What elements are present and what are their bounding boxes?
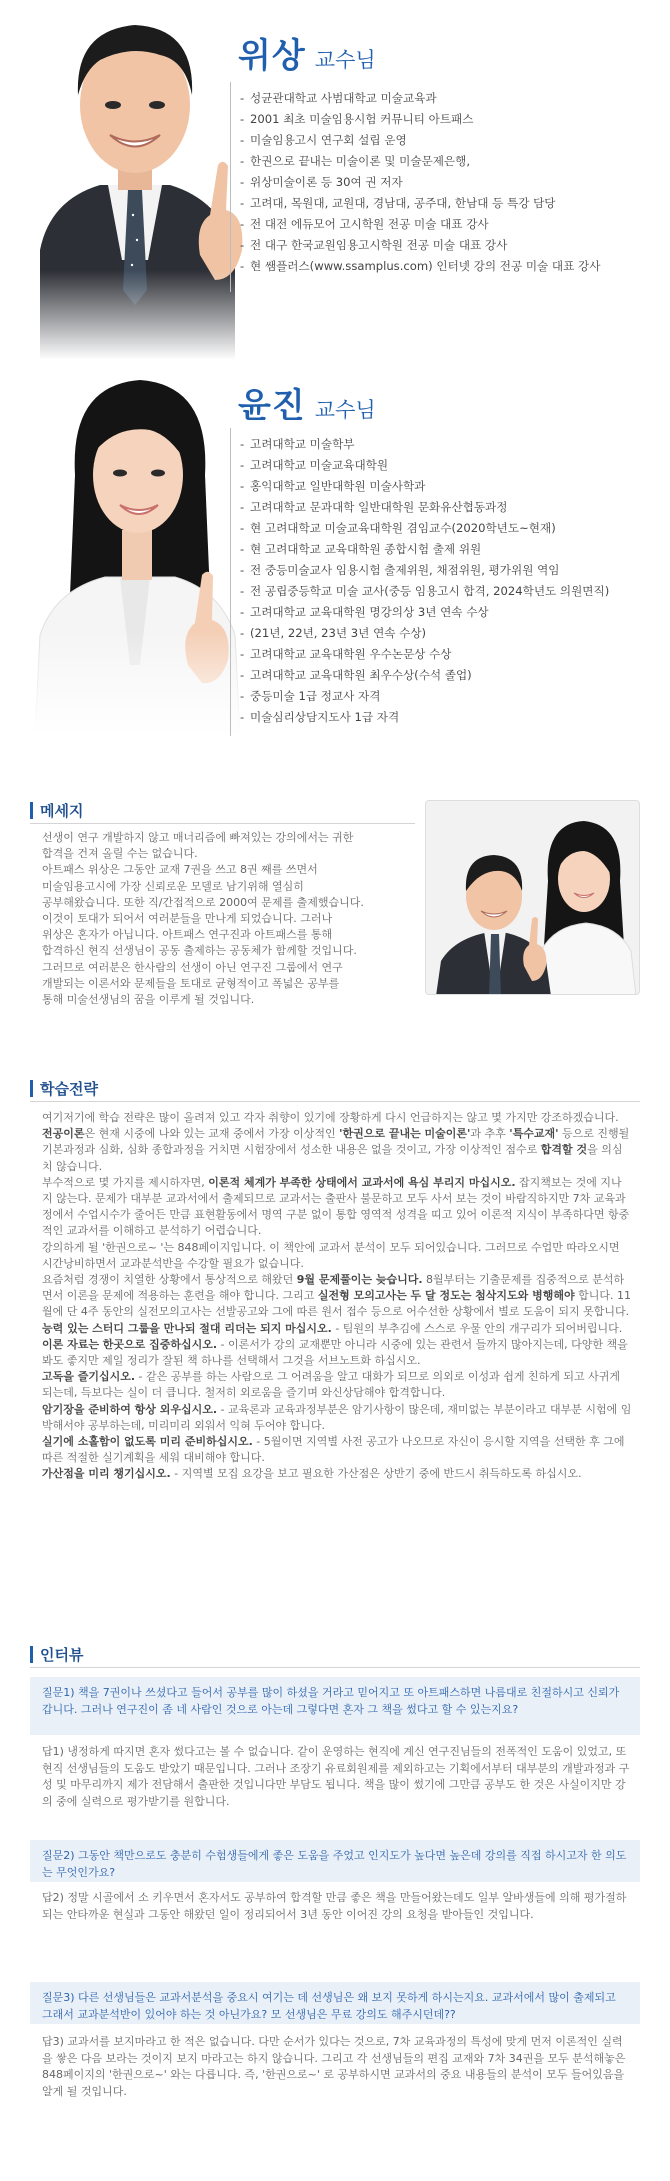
interview-answer-3: 답3) 교과서를 보지마라고 한 적은 없습니다. 다만 순서가 있다는 것으로, 7차 교육과정의 특성에 맞게 먼저 이론적인 실력을 쌓은 다음 보라는 것이지 보지 마라고는 하지 않습니다. 그리고 각 선생님들의 편집 교재와 7차 34권을 모두 분석해놓은 848페이지의 '한권으로~' 와는 다릅니다. 즉, '한권으로~' 로 공부하시면 교과서의 중요 내용들의 분석이 모두 들어있음을 알게 될 것입니다.	[42, 2035, 626, 2098]
professor-yunjin-photo	[20, 365, 250, 735]
strategy-paragraph	[42, 1402, 632, 1434]
dash-bullet: -	[240, 259, 245, 273]
career-text: 미술임용고시 연구회 설립 운영	[250, 133, 407, 147]
career-text: 중등미술 1급 정교사 자격	[250, 689, 381, 703]
career-text: 현 고려대학교 미술교육대학원 겸임교수(2020학년도~현재)	[250, 521, 556, 535]
career-text: 고려대학교 미술교육대학원	[250, 458, 389, 472]
career-text: 고려대학교 교육대학원 우수논문상 수상	[250, 647, 452, 661]
strategy-text: 여기저기에 학습 전략은 많이 올려져 있고 각자 취향이 있기에 장황하게 다시 언급하지는 않고 몇 가지만 강조하겠습니다.	[42, 1111, 619, 1124]
strategy-emphasis: 합격할 것	[540, 1143, 588, 1157]
career-item	[240, 130, 600, 151]
career-text: 홍익대학교 일반대학원 미술사학과	[250, 479, 426, 493]
dash-bullet: -	[240, 626, 245, 640]
dash-bullet: -	[240, 563, 245, 577]
dash-bullet: -	[240, 112, 245, 126]
strategy-body	[42, 1110, 632, 1483]
dash-bullet: -	[240, 542, 245, 556]
strategy-emphasis: '특수교재'	[509, 1127, 559, 1141]
strategy-paragraph	[42, 1434, 632, 1466]
dash-bullet: -	[240, 458, 245, 472]
message-line: 합격을 건져 올릴 수는 없습니다.	[42, 847, 198, 861]
career-text: 전 대구 한국교원임용고시학원 전공 미술 대표 강사	[250, 238, 508, 252]
message-line: 공부해왔습니다. 또한 직/간접적으로 2000여 문제를 출제했습니다.	[42, 895, 364, 909]
career-item	[240, 707, 609, 728]
strategy-paragraph	[42, 1175, 632, 1240]
career-text: 성균관대학교 사범대학교 미술교육과	[250, 91, 437, 105]
section-divider	[30, 823, 415, 824]
dash-bullet: -	[240, 479, 245, 493]
dash-bullet: -	[240, 175, 245, 189]
career-item	[240, 434, 609, 455]
career-item	[240, 665, 609, 686]
career-text: 전 중등미술교사 임용시험 출제위원, 채점위원, 평가위원 역임	[250, 563, 560, 577]
dash-bullet: -	[240, 91, 245, 105]
strategy-emphasis: 이론 자료는 한곳으로 집중하십시오.	[42, 1337, 218, 1351]
strategy-emphasis: 실전형 모의고사는 두 달 정도는 첨삭지도와 병행해야	[317, 1289, 575, 1303]
strategy-text: - 팀원의 부추김에 스스로 우물 안의 개구리가 되어버립니다.	[331, 1321, 623, 1335]
strategy-text: 요즘처럼 경쟁이 치열한 상황에서 통상적으로 해왔던	[42, 1273, 297, 1287]
career-item	[240, 235, 600, 256]
career-text: 현 고려대학교 교육대학원 종합시험 출제 위원	[250, 542, 482, 556]
strategy-text: - 교육론과 교육과정부분은 암기사항이 많은데, 재미없는 부분이라고 대부분 시험에 임박해서야 공부하는데, 미리미리 외워서 익혀 두어야 합니다.	[42, 1402, 632, 1432]
strategy-emphasis: 가산점을 미리 챙기십시오.	[42, 1467, 171, 1481]
strategy-emphasis: 암기장을 준비하여 항상 외우십시오.	[42, 1402, 218, 1416]
interview-question-3: 질문3) 다른 선생님들은 교과서분석을 중요시 여기는 데 선생님은 왜 보지 못하게 하시는지요. 교과서에서 많이 출제되고 그래서 교과분석반이 있어야 하는 것 아닌가요? 모 선생님은 무료 강의도 해주시던데??	[30, 1982, 640, 2024]
strategy-text: 을 의심치 않습니다.	[42, 1143, 623, 1173]
section-divider	[30, 1101, 640, 1102]
career-divider	[230, 82, 231, 292]
dash-bullet: -	[240, 668, 245, 682]
career-text: 고려대학교 교육대학원 명강의상 3년 연속 수상	[250, 605, 489, 619]
strategy-text: - 이론서가 강의 교재뿐만 아니라 시중에 있는 관련서 들까지 많아지는데, 다양한 책을 봐도 좋지만 제일 정리가 잘된 책 하나를 선택해서 그것을 서브노트화 하십시오.	[42, 1337, 628, 1368]
strategy-paragraph	[42, 1321, 632, 1337]
strategy-paragraph	[42, 1110, 632, 1126]
strategy-text: 잡지책보는 것에 지나지 않는다. 문제가 대부분 교과서에서 출제되므로 교과서는 출판사 불문하고 모두 사서 보는 것이 바람직하지만 7차 교육과정에서 수업시수가 줄어든 만큼 표현활동에서 명역 구분 없이 통합 영역적 성격을 띠고 있어 이론적 지식이 부족하다면 항중적인 교과서를 이해하고 분석하기 어렵습니다.	[42, 1175, 630, 1238]
dash-bullet: -	[240, 710, 245, 724]
strategy-text: 부수적으로 몇 가지를 제시하자면,	[42, 1175, 209, 1189]
dash-bullet: -	[240, 584, 245, 598]
message-line: 그러므로 여러분은 한사람의 선생이 아닌 연구진 그룹에서 연구	[42, 960, 343, 974]
strategy-text: 과 추후	[470, 1127, 510, 1141]
strategy-paragraph	[42, 1466, 632, 1482]
dash-bullet: -	[240, 238, 245, 252]
career-text: 2001 최초 미술임용시험 커뮤니티 아트패스	[250, 112, 474, 126]
professor-wisang-photo	[20, 0, 250, 360]
section-divider	[30, 1667, 640, 1668]
strategy-text: - 지역별 모집 요강을 보고 필요한 가산점은 상반기 중에 반드시 취득하도록 하십시오.	[170, 1467, 582, 1481]
strategy-paragraph	[42, 1337, 632, 1369]
strategy-section-header	[30, 1078, 98, 1099]
interview-section-header	[30, 1644, 83, 1665]
strategy-emphasis: 능력 있는 스터디 그룹을 만나되 절대 리더는 되지 마십시오.	[42, 1321, 332, 1335]
career-text: 고려대학교 교육대학원 최우수상(수석 졸업)	[250, 668, 472, 682]
dash-bullet: -	[240, 196, 245, 210]
career-item	[240, 497, 609, 518]
career-item	[240, 88, 600, 109]
section-marker	[30, 1080, 33, 1097]
message-line: 미술임용고시에 가장 신뢰로운 모델로 남기위해 열심히	[42, 879, 304, 893]
career-item	[240, 151, 600, 172]
professor-title: 교수님	[314, 48, 376, 72]
career-divider	[230, 428, 231, 736]
career-text: 미술심리상담지도사 1급 자격	[250, 710, 400, 724]
career-item	[240, 539, 609, 560]
message-line: 이것이 토대가 되어서 여러분들을 만나게 되었습니다. 그러나	[42, 912, 333, 926]
message-line: 통해 미술선생님의 꿈을 이루게 될 것입니다.	[42, 993, 255, 1007]
strategy-emphasis: 이론적 체계가 부족한 상태에서 교과서에 욕심 부리지 마십시오.	[208, 1175, 516, 1189]
strategy-text: 은 현재 시중에 나와 있는 교재 중에서 가장 이상적인	[84, 1127, 340, 1141]
strategy-text: - 5월이면 지역별 사전 공고가 나오므로 자신이 응시할 지역을 선택한 후 그에 따른 적절한 실기계획을 세워 대비해야 합니다.	[42, 1435, 625, 1465]
career-text: 전 공립중등학교 미술 교사(중등 임용고시 합격, 2024학년도 의원면직)	[250, 584, 610, 598]
strategy-emphasis: '한권으로 끝내는 미술이론'	[339, 1127, 471, 1141]
strategy-text: 합니다. 11월에 단 4주 동안의 실전모의고사는 선발공고와 그에 따른 원서 접수 등으로 어수선한 상황에서 별로 도움이 되지 못합니다.	[42, 1289, 631, 1319]
message-body	[42, 830, 422, 1008]
professor-wisang-career-list	[240, 88, 600, 277]
career-text: (21년, 22년, 23년 3년 연속 수상)	[250, 626, 427, 640]
section-marker	[30, 1646, 33, 1663]
career-item	[240, 109, 600, 130]
career-text: 한권으로 끝내는 미술이론 및 미술문제은행,	[250, 154, 471, 168]
interview-answer-1: 답1) 냉정하게 따지면 혼자 썼다고는 볼 수 없습니다. 같이 운영하는 현직에 계신 연구진님들의 전폭적인 도움이 있었고, 또 현직 선생님들의 도움도 받았기 때문입니다. 그러나 조장기 유료회원제를 제외하고는 기획에서부터 대부분의 개발과정과 구성 및 마무리까지 제가 전담해서 출판한 것입니다만 부담도 됩니다. 책을 많이 썼기에 그만큼 공부도 한 것은 사실이지만 강의 중에 실력으로 평가받기를 원합니다.	[42, 1745, 630, 1808]
strategy-text: 강의하게 될 '한권으로~ '는 848페이지입니다. 이 책안에 교과서 분석이 모두 되어있습니다. 그러므로 수업만 따라오시면 시간낭비하면서 교과분석반을 수강할 필요가 없습니다.	[42, 1240, 620, 1270]
strategy-text: 8월부터는 기출문제를 집중적으로 분석하면서 이론을 문제에 적용하는 훈련을 해야 합니다. 그리고	[42, 1273, 625, 1303]
career-item	[240, 644, 609, 665]
interview-question-2: 질문2) 그동안 책만으로도 충분히 수험생들에게 좋은 도움을 주었고 인지도가 높다면 높은데 강의를 직접 하시고자 한 의도는 무엇인가요?	[30, 1840, 640, 1882]
dash-bullet: -	[240, 437, 245, 451]
dash-bullet: -	[240, 689, 245, 703]
career-text: 전 대전 에듀모어 고시학원 전공 미술 대표 강사	[250, 217, 489, 231]
dash-bullet: -	[240, 154, 245, 168]
career-item	[240, 518, 609, 539]
career-text: 고려대학교 미술학부	[250, 437, 355, 451]
interview-question-1: 질문1) 책을 7권이나 쓰셨다고 들어서 공부를 많이 하셨을 거라고 믿어지고 또 아트패스하면 나름대로 친절하시고 신뢰가 갑니다. 그러나 연구진이 좀 네 사람인 것으로 아는데 그렇다면 혼자 그 책을 썼다고 할 수 있는지요?	[30, 1677, 640, 1735]
message-line: 합격하신 현직 선생님이 공동 출제하는 공동체가 함께할 것입니다.	[42, 944, 357, 958]
section-marker	[30, 802, 33, 819]
career-item	[240, 623, 609, 644]
professor-name: 윤진	[238, 386, 306, 426]
section-title: 메세지	[40, 802, 84, 820]
dash-bullet: -	[240, 521, 245, 535]
career-item	[240, 455, 609, 476]
professor-title: 교수님	[314, 398, 376, 422]
message-line: 아트패스 위상은 그동안 교재 7권을 쓰고 8권 째를 쓰면서	[42, 863, 318, 877]
message-section-header	[30, 800, 83, 821]
message-line: 개발되는 이론서와 문제들을 토대로 균형적이고 폭넓은 공부를	[42, 976, 340, 990]
career-item	[240, 560, 609, 581]
section-title: 인터뷰	[40, 1646, 84, 1664]
professor-name: 위상	[238, 36, 306, 76]
professor-yunjin-name-block	[238, 378, 376, 427]
strategy-emphasis: 고독을 즐기십시오.	[42, 1370, 136, 1384]
career-text: 현 쌤플러스(www.ssamplus.com) 인터넷 강의 전공 미술 대표 강사	[250, 259, 601, 273]
message-professors-photo	[425, 800, 640, 995]
strategy-paragraph	[42, 1369, 632, 1401]
career-text: 고려대학교 문과대학 일반대학원 문화유산협동과정	[250, 500, 508, 514]
professor-yunjin-career-list	[240, 434, 609, 728]
strategy-emphasis: 전공이론	[42, 1127, 85, 1141]
career-item	[240, 214, 600, 235]
message-line: 선생이 연구 개발하지 않고 매너리즘에 빠져있는 강의에서는 귀한	[42, 831, 354, 844]
strategy-emphasis: 9월 문제풀이는 늦습니다.	[296, 1273, 423, 1287]
strategy-paragraph	[42, 1126, 632, 1175]
career-item	[240, 581, 609, 602]
dash-bullet: -	[240, 647, 245, 661]
strategy-text: - 같은 공부를 하는 사람으로 그 어려움을 알고 대화가 되므로 의외로 이성과 쉽게 친하게 되고 사귀게 되는데, 득보다는 실이 더 큽니다. 철저히 외로움을 즐기며 와신상담해야 합격합니다.	[42, 1370, 620, 1400]
dash-bullet: -	[240, 605, 245, 619]
career-text: 위상미술이론 등 30여 권 저자	[250, 175, 403, 189]
career-item	[240, 476, 609, 497]
interview-answer-2: 답2) 정말 시골에서 소 키우면서 혼자서도 공부하여 합격할 만큼 좋은 책을 만들어왔는데도 일부 알바생들에 의해 평가절하 되는 안타까운 현실과 그동안 해왔던 일이 정리되어서 3년 동안 이어진 강의 요청을 받아들인 것입니다.	[42, 1891, 627, 1921]
career-text: 고려대, 목원대, 교원대, 경남대, 공주대, 한남대 등 특강 담당	[250, 196, 556, 210]
career-item	[240, 256, 600, 277]
strategy-paragraph	[42, 1240, 632, 1272]
professor-wisang-name-block	[238, 28, 376, 77]
career-item	[240, 686, 609, 707]
strategy-emphasis: 실기에 소홀함이 없도록 미리 준비하십시오.	[42, 1435, 253, 1449]
message-line: 위상은 혼자가 아닙니다. 아트패스 연구진과 아트패스를 통해	[42, 928, 333, 942]
career-item	[240, 602, 609, 623]
strategy-paragraph	[42, 1272, 632, 1321]
career-item	[240, 193, 600, 214]
career-item	[240, 172, 600, 193]
strategy-text: 등으로 진행될 기본과정과 심화, 심화 종합과정을 거치면 시험장에서 성소한 내용은 없을 것이고, 가장 이상적인 점수로	[42, 1127, 630, 1157]
dash-bullet: -	[240, 133, 245, 147]
dash-bullet: -	[240, 500, 245, 514]
dash-bullet: -	[240, 217, 245, 231]
section-title: 학습전략	[40, 1080, 98, 1098]
